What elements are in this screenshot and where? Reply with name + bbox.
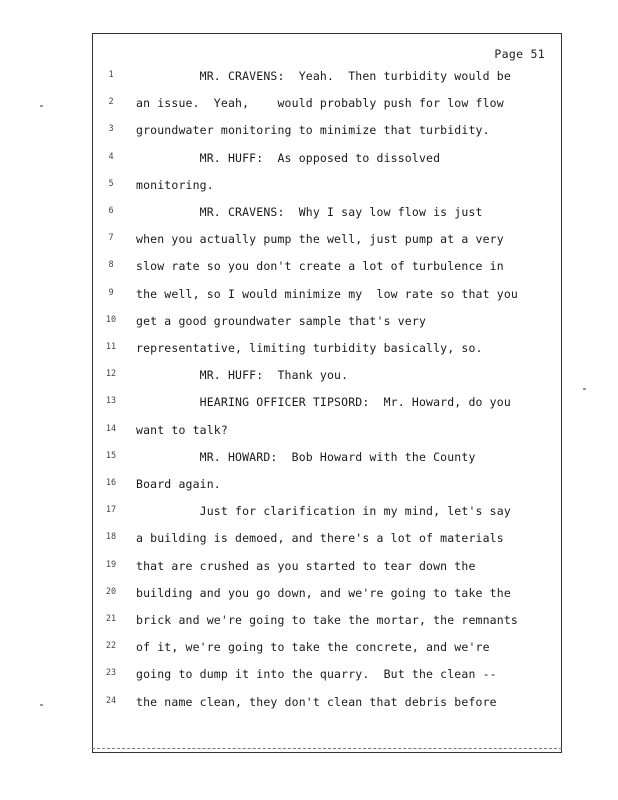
transcript-line: the name clean, they don't clean that debris before [136,694,497,709]
transcript-line: representative, limiting turbidity basically, so. [136,341,483,355]
transcript-line: MR. HUFF: As opposed to dissolved [136,150,441,165]
bottom-rule [92,748,562,749]
transcript-line: going to dump it into the quarry. But the clean -- [136,667,497,682]
line-number: 18 [105,532,117,543]
scan-speck [40,704,43,706]
line-number: 17 [105,505,117,516]
line-number: 3 [108,124,114,135]
line-number: 9 [108,287,114,298]
line-number: 19 [105,559,117,570]
line-number: 21 [105,614,117,624]
transcript-line: that are crushed as you started to tear down the [136,558,476,573]
transcript-line: MR. HOWARD: Bob Howard with the County [136,449,476,464]
transcript-line: an issue. Yeah, would probably push for low flow [136,96,504,111]
line-number: 20 [105,586,117,597]
scan-speck [583,388,586,390]
scan-speck [40,105,43,107]
line-number: 8 [108,260,114,271]
line-number: 14 [105,423,117,434]
line-number: 24 [105,695,117,706]
transcript-line: HEARING OFFICER TIPSORD: Mr. Howard, do you [136,395,511,410]
transcript-line: a building is demoed, and there's a lot of materials [136,531,504,546]
line-number: 4 [108,151,114,162]
transcript-line: monitoring. [136,177,214,192]
transcript-line: want to talk? [136,422,228,437]
transcript-line: slow rate so you don't create a lot of turbulence in [136,259,504,274]
transcript-line: MR. CRAVENS: Yeah. Then turbidity would be [136,69,511,83]
line-number: 12 [105,369,117,380]
transcript-line: get a good groundwater sample that's very [136,313,427,328]
transcript-line: when you actually pump the well, just pump at a very [136,232,504,247]
transcript-line: Board again. [136,477,221,491]
transcript-line: MR. CRAVENS: Why I say low flow is just [136,205,483,219]
line-number: 22 [105,641,117,652]
transcript-line: the well, so I would minimize my low rate so that you [136,286,518,301]
transcript-line: groundwater monitoring to minimize that turbidity. [136,123,490,138]
line-number: 6 [108,206,114,216]
line-number: 16 [105,478,117,488]
transcript-line: building and you go down, and we're going to take the [136,585,511,600]
transcript-line: of it, we're going to take the concrete, and we're [136,640,490,655]
line-number: 1 [108,70,114,80]
line-number: 10 [105,314,117,325]
transcript-line: brick and we're going to take the mortar, the remnants [136,613,518,627]
page-number: Page 51 [494,47,545,61]
line-number: 13 [105,396,117,407]
line-number: 11 [105,342,117,352]
line-number: 5 [108,178,114,189]
line-number: 2 [108,97,114,108]
line-number: 23 [105,668,117,679]
transcript-line: MR. HUFF: Thank you. [136,368,349,383]
transcript-line: Just for clarification in my mind, let's say [136,504,511,519]
line-number: 15 [105,450,117,461]
line-number: 7 [108,233,114,244]
